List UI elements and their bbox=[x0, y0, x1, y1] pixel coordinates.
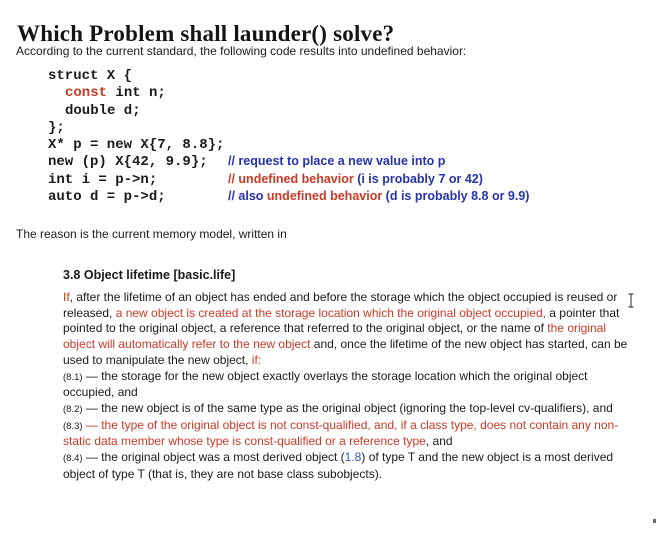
text-segment: ) of type T and the new object is a most derived object of type T (that is, they are not base class subobjects). bbox=[63, 450, 614, 481]
quote-paragraph bbox=[63, 290, 640, 369]
text-segment: (d is probably 8.8 or 9.9) bbox=[385, 189, 530, 204]
code-line bbox=[48, 189, 530, 206]
code-line bbox=[48, 120, 224, 137]
code-text bbox=[48, 137, 224, 153]
text-segment: // also bbox=[228, 189, 267, 204]
quote-item bbox=[63, 418, 640, 450]
code-text bbox=[48, 172, 157, 188]
text-segment: // request to place a new value into p bbox=[228, 154, 446, 169]
text-segment: // undefined behavior bbox=[228, 171, 358, 186]
code-text bbox=[65, 103, 141, 119]
text-segment: — the storage for the new object exactly overlays the storage location which the original object occupied, and bbox=[63, 368, 588, 400]
text-segment: a pointer that pointed to the original object, a reference that referred to the original object, or the name of bbox=[63, 305, 620, 336]
quote-item bbox=[63, 369, 640, 401]
text-segment: If bbox=[63, 290, 70, 304]
code-comment bbox=[228, 189, 529, 203]
code-comment bbox=[228, 172, 483, 186]
code-text bbox=[65, 85, 166, 101]
text-segment: double d; bbox=[65, 102, 141, 119]
code-line bbox=[48, 137, 224, 154]
item-label: (8.1) bbox=[63, 371, 83, 383]
text-segment: const bbox=[65, 85, 108, 102]
code-line bbox=[48, 154, 446, 171]
text-segment: X* p = new X{7, 8.8}; bbox=[48, 137, 225, 154]
text-segment: — the new object is of the same type as the original object (ignoring the top-level cv-qualifiers), and bbox=[82, 400, 613, 415]
text-cursor-icon bbox=[627, 293, 635, 308]
quote-heading: 3.8 Object lifetime [basic.life] bbox=[63, 268, 236, 282]
text-segment: , after the lifetime of an object has ended and before the storage which the object occupied is reused or released, bbox=[63, 290, 618, 320]
quote-item bbox=[63, 401, 640, 418]
code-line bbox=[48, 68, 224, 85]
text-segment: (i is probably 7 or 42) bbox=[357, 171, 483, 186]
item-label: (8.4) bbox=[63, 453, 83, 465]
code-text bbox=[48, 120, 65, 136]
text-segment: a new object is created at the storage location which the original object occupied, bbox=[115, 305, 546, 320]
quote-block bbox=[63, 268, 640, 482]
text-segment: — the type of the original object is not const-qualified, and, if a class type, does not contain any non-static data member whose type is const-qualified or a reference type bbox=[63, 417, 619, 449]
middle-text: The reason is the current memory model, written in bbox=[16, 227, 287, 241]
text-segment: — the original object was a most derived object ( bbox=[82, 450, 345, 465]
text-segment: undefined behavior bbox=[266, 189, 386, 204]
text-segment: and, once the lifetime of the new object has started, can be used to manipulate the new object, bbox=[63, 337, 628, 367]
quote-items bbox=[63, 369, 640, 483]
code-text bbox=[48, 189, 166, 205]
item-label: (8.3) bbox=[63, 420, 83, 432]
quote-item bbox=[63, 450, 640, 482]
text-segment: }; bbox=[48, 119, 65, 136]
text-segment: , and bbox=[425, 434, 453, 449]
text-segment: new (p) X{42, 9.9}; bbox=[48, 154, 208, 171]
code-line bbox=[48, 103, 224, 120]
section-link[interactable]: 1.8 bbox=[344, 450, 362, 465]
text-segment: the original object will automatically refer to the new object bbox=[63, 321, 607, 352]
item-label: (8.2) bbox=[63, 403, 83, 415]
text-segment: struct X { bbox=[48, 68, 133, 84]
text-segment: int n; bbox=[107, 85, 166, 102]
code-line bbox=[48, 85, 224, 102]
page-title: Which Problem shall launder() solve? bbox=[17, 21, 395, 47]
code-comment bbox=[228, 154, 445, 168]
text-segment: int i = p->n; bbox=[48, 171, 158, 188]
intro-text: According to the current standard, the following code results into undefined behavior: bbox=[16, 44, 467, 58]
text-segment: if: bbox=[251, 352, 262, 367]
text-segment: auto d = p->d; bbox=[48, 189, 166, 206]
code-text bbox=[48, 154, 208, 170]
code-line bbox=[48, 171, 483, 189]
code-text bbox=[48, 68, 132, 84]
screen-artifact bbox=[653, 519, 656, 523]
code-block bbox=[48, 68, 530, 206]
